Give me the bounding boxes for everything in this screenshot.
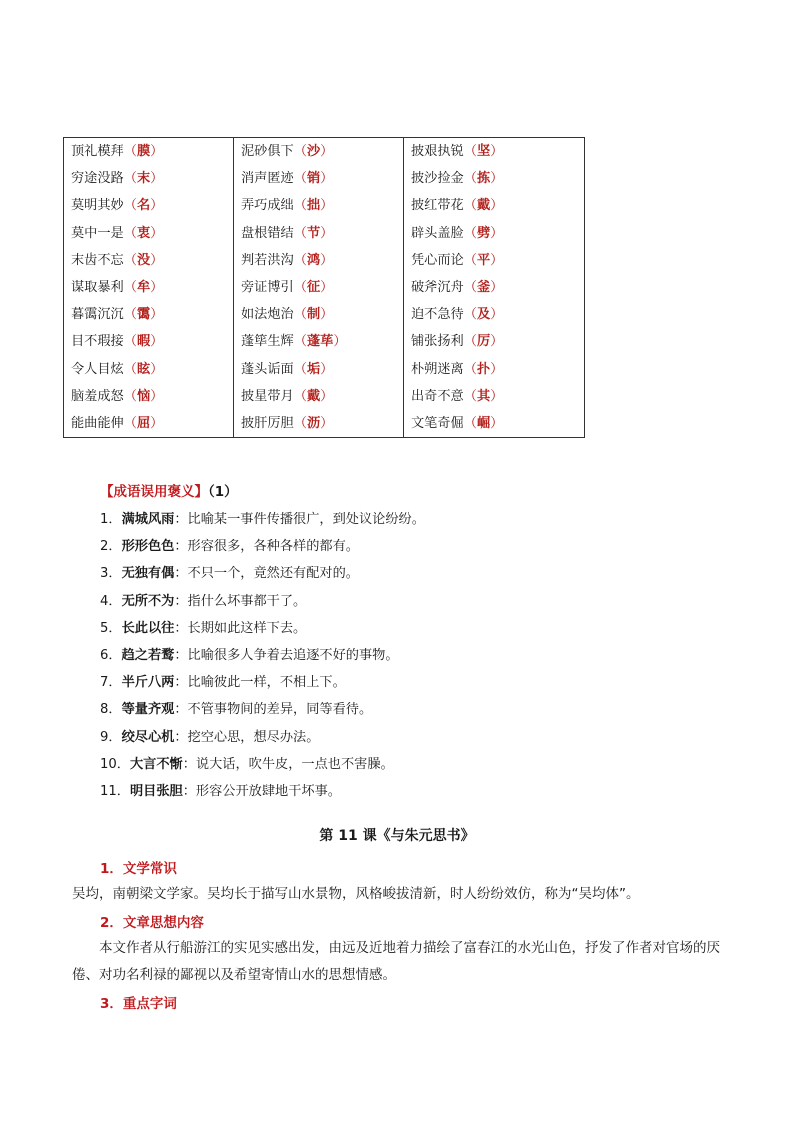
paren-close: ） bbox=[320, 171, 334, 187]
table-cell bbox=[404, 328, 585, 355]
idiom-definition: ：长期如此这样下去。 bbox=[174, 620, 307, 636]
wrong-idiom: 如法炮治 bbox=[241, 307, 294, 323]
paren-open: （ bbox=[463, 171, 477, 187]
table-cell bbox=[234, 383, 404, 410]
paren-open: （ bbox=[293, 198, 307, 214]
table-row bbox=[64, 192, 585, 219]
paren-close: ） bbox=[150, 415, 164, 431]
correct-char: 扑 bbox=[476, 361, 491, 377]
table-cell bbox=[64, 165, 234, 192]
paren-open: （ bbox=[463, 252, 477, 268]
correct-char: 劈 bbox=[476, 225, 491, 241]
wrong-idiom: 蓬筚生辉 bbox=[241, 334, 294, 350]
item-number: 3． bbox=[100, 566, 122, 582]
correct-char: 名 bbox=[136, 198, 151, 214]
idiom-definition: ：不管事物间的差异，同等看待。 bbox=[174, 702, 373, 718]
wrong-idiom: 文笔奇倔 bbox=[411, 415, 464, 431]
item-number: 5． bbox=[100, 620, 122, 636]
correct-char: 销 bbox=[306, 171, 321, 187]
paren-close: ） bbox=[150, 144, 164, 160]
wrong-idiom: 目不瑕接 bbox=[71, 334, 124, 350]
definition-item bbox=[100, 560, 740, 587]
paren-close: ） bbox=[490, 252, 504, 268]
table-cell bbox=[234, 165, 404, 192]
wrong-idiom: 披红带花 bbox=[411, 198, 464, 214]
paren-close: ） bbox=[320, 361, 334, 377]
item-number: 9． bbox=[100, 729, 122, 745]
paren-close: ） bbox=[150, 171, 164, 187]
definition-item bbox=[100, 588, 740, 615]
definition-item bbox=[100, 696, 740, 723]
paren-close: ） bbox=[150, 225, 164, 241]
paren-close: ） bbox=[320, 415, 334, 431]
table-row bbox=[64, 356, 585, 383]
correct-char: 征 bbox=[306, 280, 321, 296]
table-row bbox=[64, 138, 585, 166]
paren-open: （ bbox=[463, 225, 477, 241]
correct-char: 节 bbox=[306, 225, 321, 241]
table-cell bbox=[234, 410, 404, 438]
correct-char: 眩 bbox=[136, 361, 151, 377]
table-cell bbox=[64, 356, 234, 383]
correct-char: 霭 bbox=[136, 307, 151, 323]
correct-char: 戴 bbox=[306, 388, 321, 404]
paren-open: （ bbox=[123, 144, 137, 160]
paren-close: ） bbox=[320, 252, 334, 268]
table-cell bbox=[64, 274, 234, 301]
item-number: 2． bbox=[100, 539, 122, 555]
definition-item bbox=[100, 669, 740, 696]
table-cell bbox=[404, 192, 585, 219]
paren-open: （ bbox=[123, 252, 137, 268]
table-cell bbox=[64, 220, 234, 247]
correct-char: 屈 bbox=[136, 415, 151, 431]
paren-close: ） bbox=[150, 280, 164, 296]
paren-open: （ bbox=[463, 334, 477, 350]
paren-open: （ bbox=[463, 280, 477, 296]
paren-open: （ bbox=[293, 144, 307, 160]
wrong-idiom: 能曲能伸 bbox=[71, 415, 124, 431]
correct-char: 垢 bbox=[306, 361, 321, 377]
paren-close: ） bbox=[490, 225, 504, 241]
paren-open: （ bbox=[293, 171, 307, 187]
definition-item bbox=[100, 751, 740, 778]
paren-close: ） bbox=[320, 388, 334, 404]
idiom-correction-table bbox=[63, 137, 585, 438]
table-cell bbox=[64, 383, 234, 410]
definition-item bbox=[100, 533, 740, 560]
wrong-idiom: 朴朔迷离 bbox=[411, 361, 464, 377]
table-row bbox=[64, 165, 585, 192]
paren-close: ） bbox=[490, 198, 504, 214]
table-cell bbox=[234, 274, 404, 301]
wrong-idiom: 出奇不意 bbox=[411, 388, 464, 404]
paren-open: （ bbox=[293, 388, 307, 404]
table-row bbox=[64, 301, 585, 328]
paren-open: （ bbox=[463, 415, 477, 431]
paren-open: （ bbox=[123, 171, 137, 187]
wrong-idiom: 破斧沉舟 bbox=[411, 280, 464, 296]
paren-close: ） bbox=[490, 144, 504, 160]
paren-open: （ bbox=[293, 252, 307, 268]
table-cell bbox=[234, 192, 404, 219]
table-row bbox=[64, 220, 585, 247]
idiom-term: 长此以往 bbox=[121, 620, 175, 636]
paren-close: ） bbox=[150, 361, 164, 377]
idiom-term: 明目张胆 bbox=[129, 783, 183, 799]
correct-char: 牟 bbox=[136, 280, 151, 296]
paragraph-theme: 本文作者从行船游江的实见实感出发，由远及近地着力描绘了富春江的水光山色，抒发了作者对官场的厌倦、对功名利禄的鄙视以及希望寄情山水的思想情感。 bbox=[72, 940, 720, 983]
correct-char: 恼 bbox=[136, 388, 151, 404]
idiom-definition: ：说大话，吹牛皮，一点也不害臊。 bbox=[182, 756, 394, 772]
paren-close: ） bbox=[150, 252, 164, 268]
table-row bbox=[64, 274, 585, 301]
paren-close: ） bbox=[490, 280, 504, 296]
idiom-definition: ：挖空心思，想尽办法。 bbox=[174, 729, 320, 745]
correct-char: 及 bbox=[476, 307, 491, 323]
idiom-definition: ：形容公开放肆地干坏事。 bbox=[182, 783, 341, 799]
correct-char: 末 bbox=[136, 171, 151, 187]
wrong-idiom: 脑羞成怒 bbox=[71, 388, 124, 404]
definition-item bbox=[100, 642, 740, 669]
table-cell bbox=[404, 165, 585, 192]
paren-open: （ bbox=[463, 307, 477, 323]
section-heading bbox=[100, 480, 238, 500]
table-cell bbox=[234, 247, 404, 274]
wrong-idiom: 披肝厉胆 bbox=[241, 415, 294, 431]
correct-char: 沙 bbox=[306, 144, 321, 160]
wrong-idiom: 消声匿迹 bbox=[241, 171, 294, 187]
wrong-idiom: 辟头盖脸 bbox=[411, 225, 464, 241]
idiom-term: 无独有偶 bbox=[121, 566, 175, 582]
correct-char: 膜 bbox=[136, 144, 151, 160]
wrong-idiom: 顶礼模拜 bbox=[71, 144, 124, 160]
paren-open: （ bbox=[293, 415, 307, 431]
wrong-idiom: 旁证博引 bbox=[241, 280, 294, 296]
correct-char: 鸿 bbox=[306, 252, 321, 268]
table-cell bbox=[234, 220, 404, 247]
wrong-idiom: 末齿不忘 bbox=[71, 252, 124, 268]
table-row bbox=[64, 328, 585, 355]
table-row bbox=[64, 383, 585, 410]
idiom-definition: ：形容很多，各种各样的都有。 bbox=[174, 539, 359, 555]
item-number: 10． bbox=[100, 756, 130, 772]
table-cell bbox=[64, 301, 234, 328]
section-suffix: （1） bbox=[208, 484, 238, 500]
table-cell bbox=[404, 410, 585, 438]
paren-open: （ bbox=[123, 225, 137, 241]
wrong-idiom: 泥砂俱下 bbox=[241, 144, 294, 160]
table-cell bbox=[234, 328, 404, 355]
paren-open: （ bbox=[293, 307, 307, 323]
correct-char: 沥 bbox=[306, 415, 321, 431]
correct-char: 釜 bbox=[476, 280, 491, 296]
paren-close: ） bbox=[150, 334, 164, 350]
definition-list bbox=[100, 506, 740, 805]
wrong-idiom: 暮霭沉沉 bbox=[71, 307, 124, 323]
wrong-idiom: 盘根错结 bbox=[241, 225, 294, 241]
paren-open: （ bbox=[123, 280, 137, 296]
paren-close: ） bbox=[150, 307, 164, 323]
correct-char: 崛 bbox=[476, 415, 491, 431]
paragraph-literary-knowledge: 吴均，南朝梁文学家。吴均长于描写山水景物，风格峻拔清新，时人纷纷效仿，称为“吴均体”。 bbox=[72, 886, 640, 902]
wrong-idiom: 令人目炫 bbox=[71, 361, 124, 377]
wrong-idiom: 迫不急待 bbox=[411, 307, 464, 323]
correct-char: 戴 bbox=[476, 198, 491, 214]
table-cell bbox=[404, 138, 585, 166]
table-cell bbox=[64, 192, 234, 219]
table-cell bbox=[64, 247, 234, 274]
idiom-definition: ：不只一个，竟然还有配对的。 bbox=[174, 566, 359, 582]
paren-close: ） bbox=[490, 307, 504, 323]
paren-close: ） bbox=[320, 198, 334, 214]
wrong-idiom: 弄巧成绌 bbox=[241, 198, 294, 214]
idiom-term: 趋之若鹜 bbox=[121, 647, 175, 663]
item-number: 11． bbox=[100, 783, 130, 799]
table-cell bbox=[234, 138, 404, 166]
idiom-definition: ：比喻很多人争着去追逐不好的事物。 bbox=[174, 647, 399, 663]
heading-theme: 2．文章思想内容 bbox=[100, 915, 204, 931]
paren-close: ） bbox=[490, 334, 504, 350]
idiom-term: 半斤八两 bbox=[121, 675, 175, 691]
paren-close: ） bbox=[490, 361, 504, 377]
paren-close: ） bbox=[320, 225, 334, 241]
definition-item bbox=[100, 615, 740, 642]
paren-close: ） bbox=[320, 307, 334, 323]
correct-char: 没 bbox=[136, 252, 151, 268]
table-cell bbox=[404, 247, 585, 274]
paren-open: （ bbox=[463, 144, 477, 160]
correct-char: 其 bbox=[476, 388, 491, 404]
paren-open: （ bbox=[463, 388, 477, 404]
table-cell bbox=[404, 220, 585, 247]
paren-close: ） bbox=[150, 388, 164, 404]
table-cell bbox=[404, 274, 585, 301]
wrong-idiom: 判若洪沟 bbox=[241, 252, 294, 268]
table-cell bbox=[404, 356, 585, 383]
correct-char: 衷 bbox=[136, 225, 151, 241]
correct-char: 厉 bbox=[476, 334, 491, 350]
wrong-idiom: 铺张扬利 bbox=[411, 334, 464, 350]
paren-open: （ bbox=[123, 334, 137, 350]
idiom-definition: ：比喻某一事件传播很广，到处议论纷纷。 bbox=[174, 512, 425, 527]
paren-open: （ bbox=[293, 280, 307, 296]
lesson-title: 第 11 课《与朱元思书》 bbox=[319, 828, 475, 844]
paren-open: （ bbox=[463, 361, 477, 377]
correct-char: 拣 bbox=[476, 171, 491, 187]
idiom-term: 大言不惭 bbox=[129, 756, 183, 772]
correct-char: 平 bbox=[476, 252, 491, 268]
paren-open: （ bbox=[293, 334, 307, 350]
idiom-definition: ：指什么坏事都干了。 bbox=[174, 593, 307, 609]
item-number: 7． bbox=[100, 675, 122, 691]
paren-close: ） bbox=[490, 415, 504, 431]
item-number: 8． bbox=[100, 702, 122, 718]
wrong-idiom: 穷途没路 bbox=[71, 171, 124, 187]
wrong-idiom: 凭心而论 bbox=[411, 252, 464, 268]
correct-char: 暇 bbox=[136, 334, 151, 350]
idiom-term: 绞尽心机 bbox=[121, 729, 175, 745]
paren-close: ） bbox=[333, 334, 347, 350]
definition-item bbox=[100, 506, 740, 533]
table-cell bbox=[64, 138, 234, 166]
correct-char: 拙 bbox=[306, 198, 321, 214]
paren-open: （ bbox=[123, 415, 137, 431]
paren-open: （ bbox=[123, 198, 137, 214]
table-body bbox=[64, 138, 585, 438]
wrong-idiom: 谋取暴利 bbox=[71, 280, 124, 296]
paren-close: ） bbox=[320, 280, 334, 296]
table-cell bbox=[404, 301, 585, 328]
table-row bbox=[64, 247, 585, 274]
paren-close: ） bbox=[490, 171, 504, 187]
item-number: 6． bbox=[100, 647, 122, 663]
wrong-idiom: 蓬头诟面 bbox=[241, 361, 294, 377]
definition-item bbox=[100, 778, 740, 805]
idiom-term: 无所不为 bbox=[121, 593, 175, 609]
paren-open: （ bbox=[293, 361, 307, 377]
correct-char: 制 bbox=[306, 307, 321, 323]
wrong-idiom: 披沙捡金 bbox=[411, 171, 464, 187]
table-cell bbox=[64, 328, 234, 355]
definition-item bbox=[100, 724, 740, 751]
paren-open: （ bbox=[123, 388, 137, 404]
idiom-term: 满城风雨 bbox=[121, 512, 175, 527]
item-number: 1． bbox=[100, 512, 122, 527]
wrong-idiom: 莫明其妙 bbox=[71, 198, 124, 214]
paren-open: （ bbox=[463, 198, 477, 214]
paren-open: （ bbox=[123, 307, 137, 323]
table-cell bbox=[234, 301, 404, 328]
heading-key-words: 3．重点字词 bbox=[100, 996, 177, 1012]
table-cell bbox=[234, 356, 404, 383]
heading-literary-knowledge: 1．文学常识 bbox=[100, 861, 177, 877]
section-tag: 【成语误用褒义】 bbox=[100, 484, 208, 500]
paren-close: ） bbox=[320, 144, 334, 160]
table-cell bbox=[64, 410, 234, 438]
paren-close: ） bbox=[150, 198, 164, 214]
table-cell bbox=[404, 383, 585, 410]
item-number: 4． bbox=[100, 593, 122, 609]
table-row bbox=[64, 410, 585, 438]
wrong-idiom: 披艰执锐 bbox=[411, 144, 464, 160]
wrong-idiom: 披星带月 bbox=[241, 388, 294, 404]
idiom-term: 形形色色 bbox=[121, 539, 175, 555]
idiom-term: 等量齐观 bbox=[121, 702, 175, 718]
wrong-idiom: 莫中一是 bbox=[71, 225, 124, 241]
paren-open: （ bbox=[123, 361, 137, 377]
idiom-definition: ：比喻彼此一样，不相上下。 bbox=[174, 675, 346, 691]
correct-char: 坚 bbox=[476, 144, 491, 160]
paren-open: （ bbox=[293, 225, 307, 241]
paren-close: ） bbox=[490, 388, 504, 404]
correct-char: 蓬荜 bbox=[306, 334, 334, 350]
